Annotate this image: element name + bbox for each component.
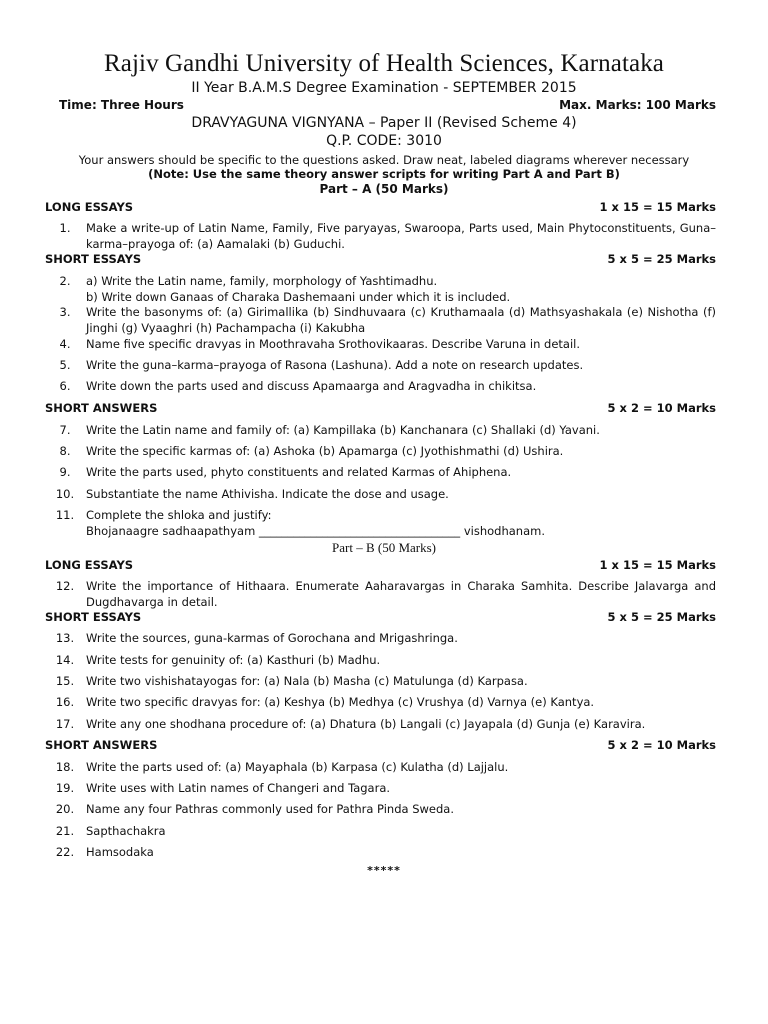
question-13 [45, 631, 716, 647]
question-text-shloka: Bhojanaagre sadhaapathyam ___________________________________ vishodhanam. [86, 523, 545, 538]
question-text: Write the guna–karma–prayoga of Rasona (Lashuna). Add a note on research updates. [86, 358, 584, 372]
section-marks: 1 x 15 = 15 Marks [599, 200, 716, 214]
question-text: Write the Latin name and family of: (a) Kampillaka (b) Kanchanara (c) Shallaki (d) Yavani. [86, 423, 600, 437]
question-number: 16. [55, 695, 75, 709]
question-18 [45, 760, 716, 776]
question-number: 9. [59, 465, 71, 479]
question-20 [45, 802, 716, 818]
question-16 [45, 695, 716, 711]
question-text-prompt: Complete the shloka and justify: [86, 508, 272, 522]
question-17 [45, 717, 716, 733]
exam-title: II Year B.A.M.S Degree Examination - SEPTEMBER 2015 [191, 80, 577, 96]
section-title: SHORT ESSAYS [45, 252, 142, 266]
question-number: 7. [59, 423, 71, 437]
question-number: 20. [55, 802, 75, 816]
question-7 [45, 423, 716, 439]
question-number: 13. [55, 631, 75, 645]
max-marks: Max. Marks: 100 Marks [559, 98, 716, 112]
qp-code: Q.P. CODE: 3010 [326, 133, 442, 149]
section-title: LONG ESSAYS [45, 558, 134, 572]
section-title: SHORT ESSAYS [45, 610, 142, 624]
section-marks: 5 x 2 = 10 Marks [607, 738, 716, 752]
question-text: Write any one shodhana procedure of: (a) Dhatura (b) Langali (c) Jayapala (d) Gunja (e) Karavira. [86, 717, 646, 731]
question-number: 10. [55, 487, 75, 501]
section-title: SHORT ANSWERS [45, 401, 158, 415]
section-marks: 5 x 2 = 10 Marks [607, 401, 716, 415]
question-5 [45, 358, 716, 374]
question-1 [45, 221, 716, 252]
part-a-title: Part – A (50 Marks) [319, 182, 449, 196]
university-title: Rajiv Gandhi University of Health Sciences, Karnataka [104, 50, 664, 77]
question-number: 12. [55, 579, 75, 593]
question-number: 2. [59, 274, 71, 288]
exam-time: Time: Three Hours [59, 98, 184, 112]
question-text: Write tests for genuinity of: (a) Kasthuri (b) Madhu. [86, 653, 381, 667]
question-text: Hamsodaka [86, 845, 154, 859]
question-text: Write the importance of Hithaara. Enumerate Aaharavargas in Charaka Samhita. Describe Jalavarga and Dugdhavarga in detail. [86, 579, 716, 609]
question-11 [45, 508, 716, 539]
section-marks: 5 x 5 = 25 Marks [607, 610, 716, 624]
question-15 [45, 674, 716, 690]
question-2 [45, 274, 716, 305]
question-text: Write uses with Latin names of Changeri and Tagara. [86, 781, 391, 795]
question-text: Write down the parts used and discuss Apamaarga and Aragvadha in chikitsa. [86, 379, 537, 393]
question-number: 6. [59, 379, 71, 393]
question-number: 14. [55, 653, 75, 667]
question-text: Sapthachakra [86, 824, 166, 838]
question-3 [45, 305, 716, 336]
question-text: Write the parts used, phyto constituents and related Karmas of Ahiphena. [86, 465, 512, 479]
section-heading-long-essays-a [45, 200, 716, 216]
question-number: 22. [55, 845, 75, 859]
end-marker: ***** [367, 864, 401, 877]
question-number: 18. [55, 760, 75, 774]
question-number: 3. [59, 305, 71, 319]
subject-title: DRAVYAGUNA VIGNYANA – Paper II (Revised Scheme 4) [191, 115, 577, 131]
question-text: Write two specific dravyas for: (a) Keshya (b) Medhya (c) Vrushya (d) Varnya (e) Kantya. [86, 695, 595, 709]
question-text: Write two vishishatayogas for: (a) Nala (b) Masha (c) Matulunga (d) Karpasa. [86, 674, 528, 688]
question-text: Write the specific karmas of: (a) Ashoka (b) Apamarga (c) Jyothishmathi (d) Ushira. [86, 444, 564, 458]
question-text: Write the sources, guna-karmas of Gorochana and Mrigashringa. [86, 631, 458, 645]
question-9 [45, 465, 716, 481]
question-number: 11. [55, 508, 75, 522]
question-text: Name any four Pathras commonly used for Pathra Pinda Sweda. [86, 802, 454, 816]
question-number: 8. [59, 444, 71, 458]
question-number: 15. [55, 674, 75, 688]
part-b-title: Part – B (50 Marks) [332, 540, 436, 555]
note-text: (Note: Use the same theory answer scripts for writing Part A and Part B) [148, 167, 620, 181]
question-text: Name five specific dravyas in Moothravaha Srothovikaaras. Describe Varuna in detail. [86, 337, 581, 351]
question-number: 5. [59, 358, 71, 372]
question-8 [45, 444, 716, 460]
question-12 [45, 579, 716, 610]
question-text: Write the basonyms of: (a) Girimallika (b) Sindhuvaara (c) Kruthamaala (d) Mathsyashakala (e) Nishotha (f) Jinghi (g) Vyaaghri (h) Pachampacha (i) Kakubha [86, 305, 716, 335]
question-22 [45, 845, 716, 861]
question-number: 17. [55, 717, 75, 731]
question-4 [45, 337, 716, 353]
question-19 [45, 781, 716, 797]
section-title: SHORT ANSWERS [45, 738, 158, 752]
question-14 [45, 653, 716, 669]
section-marks: 5 x 5 = 25 Marks [607, 252, 716, 266]
section-title: LONG ESSAYS [45, 200, 134, 214]
question-text: Substantiate the name Athivisha. Indicate the dose and usage. [86, 487, 449, 501]
question-21 [45, 824, 716, 840]
question-text-part-a: a) Write the Latin name, family, morphology of Yashtimadhu. [86, 274, 438, 288]
question-text: Write the parts used of: (a) Mayaphala (b) Karpasa (c) Kulatha (d) Lajjalu. [86, 760, 509, 774]
question-text-part-b: b) Write down Ganaas of Charaka Dashemaani under which it is included. [86, 289, 511, 304]
section-heading-short-answers-b [45, 738, 716, 754]
section-heading-long-essays-b [45, 558, 716, 574]
question-number: 19. [55, 781, 75, 795]
instruction-text: Your answers should be specific to the questions asked. Draw neat, labeled diagrams wherever necessary [78, 153, 690, 167]
question-10 [45, 487, 716, 503]
question-number: 4. [59, 337, 71, 351]
question-number: 21. [55, 824, 75, 838]
question-number: 1. [59, 221, 71, 235]
section-marks: 1 x 15 = 15 Marks [599, 558, 716, 572]
question-text: Make a write-up of Latin Name, Family, Five paryayas, Swaroopa, Parts used, Main Phytoconstituents, Guna–karma–prayoga of: (a) Aamalaki (b) Guduchi. [86, 221, 716, 251]
question-6 [45, 379, 716, 395]
section-heading-short-essays-b [45, 610, 716, 626]
section-heading-short-answers-a [45, 401, 716, 417]
section-heading-short-essays-a [45, 252, 716, 268]
